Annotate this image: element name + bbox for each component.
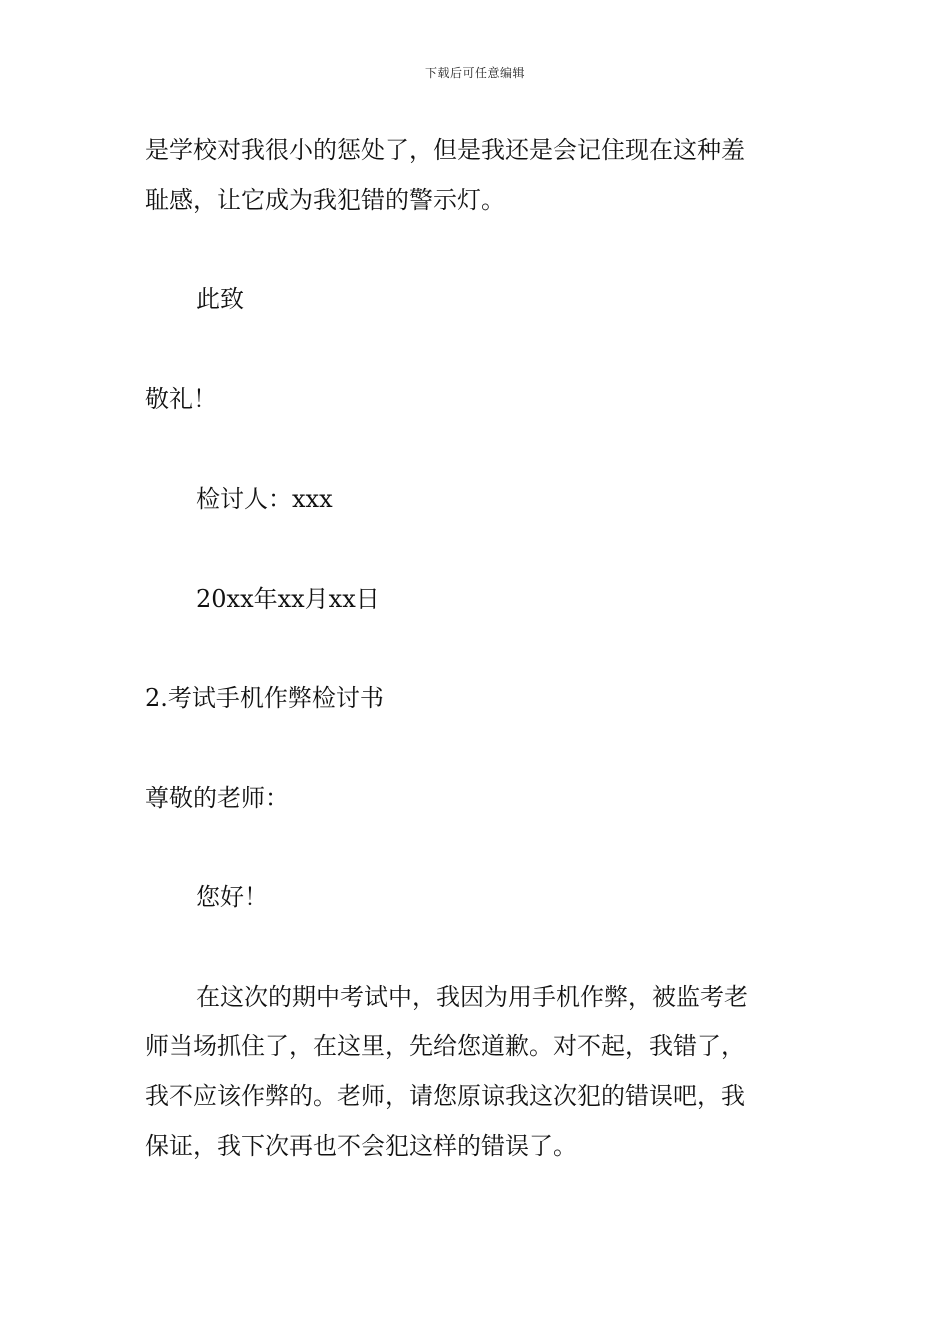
body-line: 是学校对我很小的惩处了，但是我还是会记住现在这种羞 — [145, 136, 745, 164]
closing-regards: 敬礼！ — [145, 385, 217, 413]
date-line: 20xx年xx月xx日 — [196, 585, 380, 613]
body-line: 耻感，让它成为我犯错的警示灯。 — [145, 186, 505, 214]
body-line: 在这次的期中考试中，我因为用手机作弊，被监考老 — [196, 983, 748, 1011]
page-header: 下载后可任意编辑 — [424, 66, 525, 80]
body-line: 师当场抓住了，在这里，先给您道歉。对不起，我错了， — [145, 1032, 745, 1060]
letter-hello: 您好！ — [196, 883, 268, 911]
body-line: 保证，我下次再也不会犯这样的错误了。 — [145, 1132, 577, 1160]
letter-greeting: 尊敬的老师： — [145, 784, 289, 812]
body-line: 我不应该作弊的。老师，请您原谅我这次犯的错误吧，我 — [145, 1082, 745, 1110]
signature-line: 检讨人：xxx — [196, 485, 333, 513]
section-title: 2.考试手机作弊检讨书 — [145, 684, 384, 712]
closing-salutation: 此致 — [196, 285, 244, 313]
